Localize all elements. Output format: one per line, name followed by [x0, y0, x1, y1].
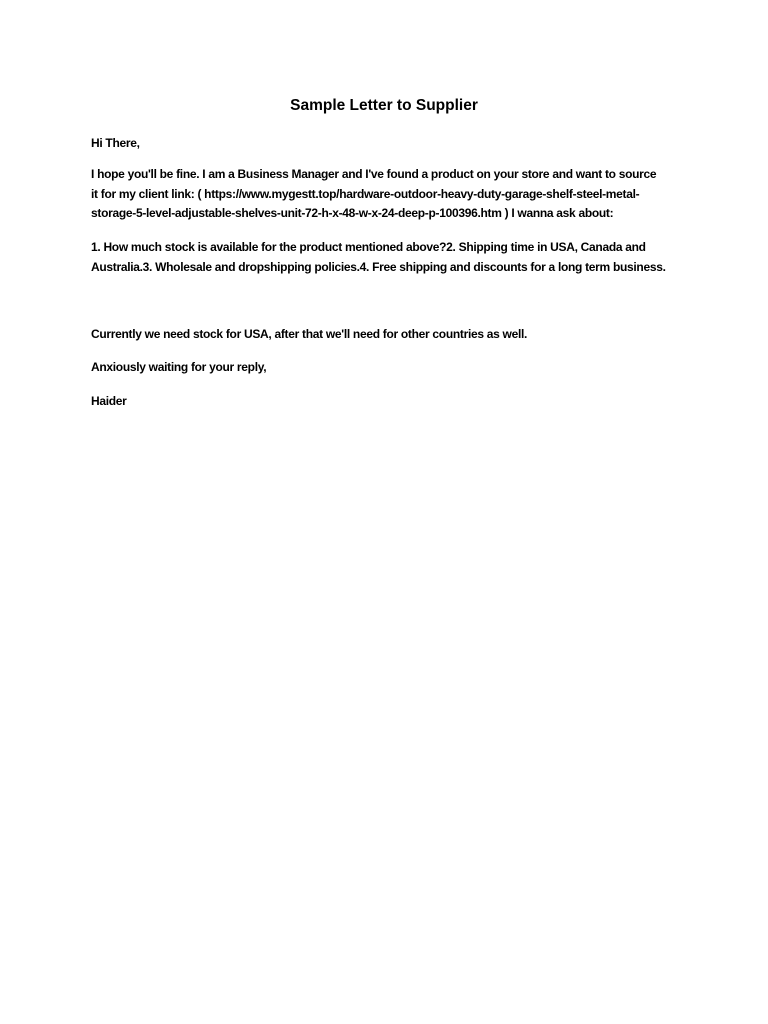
letter-paragraph-intro: [91, 165, 691, 224]
letter-signature: Haider: [91, 394, 127, 408]
paragraph-line: I hope you'll be fine. I am a Business Manager and I've found a product on your store and want to source: [91, 167, 657, 181]
letter-greeting: Hi There,: [91, 136, 140, 150]
letter-paragraph-questions: [91, 238, 691, 277]
paragraph-line: storage-5-level-adjustable-shelves-unit-72-h-x-48-w-x-24-deep-p-100396.htm ) I wanna ask about:: [91, 206, 614, 220]
paragraph-line: it for my client link: ( https://www.mygestt.top/hardware-outdoor-heavy-duty-garage-shelf-steel-metal-: [91, 186, 640, 201]
paragraph-line: 1. How much stock is available for the product mentioned above?2. Shipping time in USA, Canada and: [91, 240, 646, 254]
paragraph-line: Australia.3. Wholesale and dropshipping policies.4. Free shipping and discounts for a long term business.: [91, 259, 666, 274]
letter-closing: Anxiously waiting for your reply,: [91, 360, 267, 374]
document-title: Sample Letter to Supplier: [290, 97, 478, 114]
letter-paragraph-stock: Currently we need stock for USA, after that we'll need for other countries as well.: [91, 327, 528, 341]
